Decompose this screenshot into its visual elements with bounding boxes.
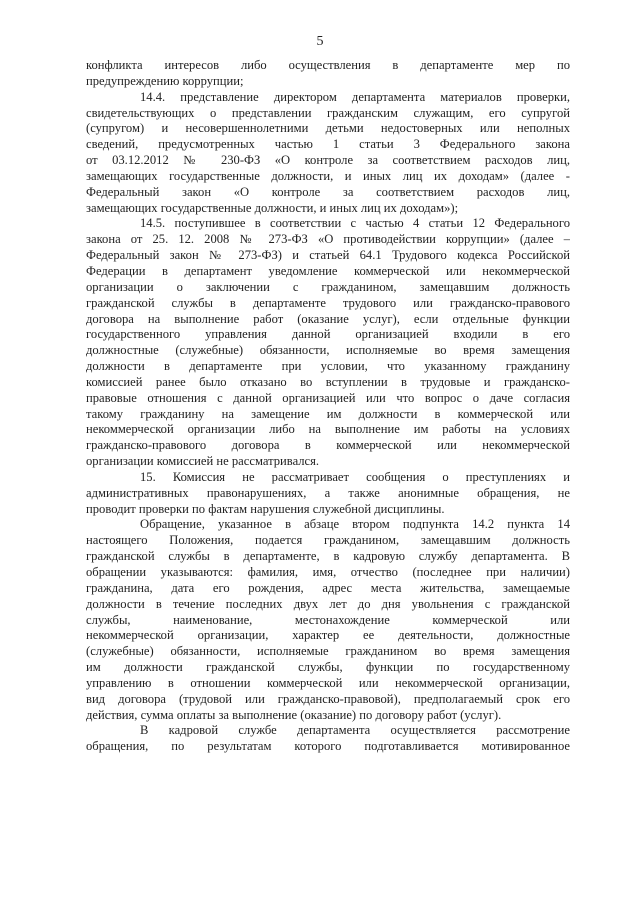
page-number: 5 bbox=[316, 34, 324, 49]
text-line: Федеральный закон «О контроле за соответствием расходов лиц, bbox=[86, 184, 570, 199]
text-line: некоммерческой организации, характер ее деятельности, должностные bbox=[86, 628, 570, 643]
text-line: государственного управления данной организацией входили в его bbox=[86, 327, 570, 342]
text-line: гражданской службы в департаменте трудового или гражданско-правового bbox=[86, 295, 570, 310]
text-line: проводит проверки по фактам нарушения служебной дисциплины. bbox=[86, 501, 445, 516]
text-line: им должности гражданской службы, функции по государственному bbox=[86, 660, 570, 675]
text-line: закона от 25. 12. 2008 № 273-ФЗ «О противодействии коррупции» (далее – bbox=[86, 232, 570, 247]
text-line: действия, сумма оплаты за выполнение (оказание) по договору работ (услуг). bbox=[86, 707, 502, 722]
text-line: 15. Комиссия не рассматривает сообщения о преступлениях и bbox=[140, 469, 570, 484]
text-line: (супругом) и несовершеннолетними детьми недостоверных или неполных bbox=[86, 121, 570, 136]
text-line: вид договора (трудовой или гражданско-правовой), предполагаемый срок его bbox=[86, 691, 570, 706]
text-line: организации комиссией не рассматривался. bbox=[86, 454, 320, 469]
text-line: договора на выполнение работ (оказание услуг), если отдельные функции bbox=[86, 311, 570, 326]
text-line: сведений, предусмотренных частью 1 статьи 3 Федерального закона bbox=[86, 137, 570, 152]
text-line: Обращение, указанное в абзаце втором подпункта 14.2 пункта 14 bbox=[140, 517, 570, 532]
text-line: В кадровой службе департамента осуществляется рассмотрение bbox=[140, 723, 570, 738]
text-line: должности в течение последних двух лет до дня увольнения с гражданской bbox=[86, 596, 570, 611]
text-line: управлению в отношении коммерческой или некоммерческой организации, bbox=[86, 675, 570, 690]
text-line: конфликта интересов либо осуществления в департаменте мер по bbox=[86, 58, 570, 72]
text-line: предупреждению коррупции; bbox=[86, 73, 244, 88]
text-line: комиссией ранее было отказано во вступлении в трудовые и гражданско- bbox=[86, 374, 570, 389]
text-line: Федеральный закон № 273-ФЗ) и статьей 64.1 Трудового кодекса Российской bbox=[86, 248, 570, 263]
text-line: гражданина, дата его рождения, адрес места жительства, замещаемые bbox=[86, 580, 570, 595]
text-line: должности в департаменте при условии, что указанному гражданину bbox=[86, 359, 570, 374]
text-line: замещающих государственные должности, и иных лиц их доходам» (далее - bbox=[86, 168, 570, 183]
text-line: замещающих государственные должности, и иных лиц их доходам»); bbox=[86, 200, 459, 215]
text-line: настоящего Положения, подается гражданином, замещавшим должность bbox=[86, 533, 570, 548]
text-line: должностные (служебные) обязанности, исполняемые во время замещения bbox=[86, 343, 570, 358]
text-line: обращения, по результатам которого подготавливается мотивированное bbox=[86, 739, 570, 754]
text-line: обращении указываются: фамилия, имя, отчество (последнее при наличии) bbox=[86, 565, 570, 579]
text-line: правовые отношения с данной организацией или что вопрос о даче согласия bbox=[86, 390, 570, 405]
text-line: гражданской службы в департаменте, в кадровую службу департамента. В bbox=[86, 549, 570, 564]
text-line: (служебные) обязанности, исполняемые гражданином во время замещения bbox=[86, 644, 570, 659]
text-line: некоммерческой организации либо на выполнение им работы на условиях bbox=[86, 422, 570, 437]
body-text bbox=[86, 58, 570, 755]
text-line: 14.5. поступившее в соответствии с частью 4 статьи 12 Федерального bbox=[140, 216, 570, 231]
text-line: свидетельствующих о представлении гражданским служащим, его супругой bbox=[86, 105, 570, 120]
text-line: службы, наименование, местонахождение коммерческой или bbox=[86, 612, 570, 627]
text-line: организации о заключении с гражданином, замещавшим должность bbox=[86, 279, 570, 294]
text-line: такому гражданину на замещение им должности в коммерческой или bbox=[86, 406, 570, 421]
text-line: гражданско-правового договора в коммерческой или некоммерческой bbox=[86, 438, 570, 453]
text-line: Федерации в департамент уведомление коммерческой или некоммерческой bbox=[86, 263, 570, 278]
text-line: административных правонарушениях, а также анонимные обращения, не bbox=[86, 485, 570, 500]
text-line: 14.4. представление директором департамента материалов проверки, bbox=[140, 89, 570, 104]
text-line: от 03.12.2012 № 230-ФЗ «О контроле за соответствием расходов лиц, bbox=[86, 153, 570, 168]
